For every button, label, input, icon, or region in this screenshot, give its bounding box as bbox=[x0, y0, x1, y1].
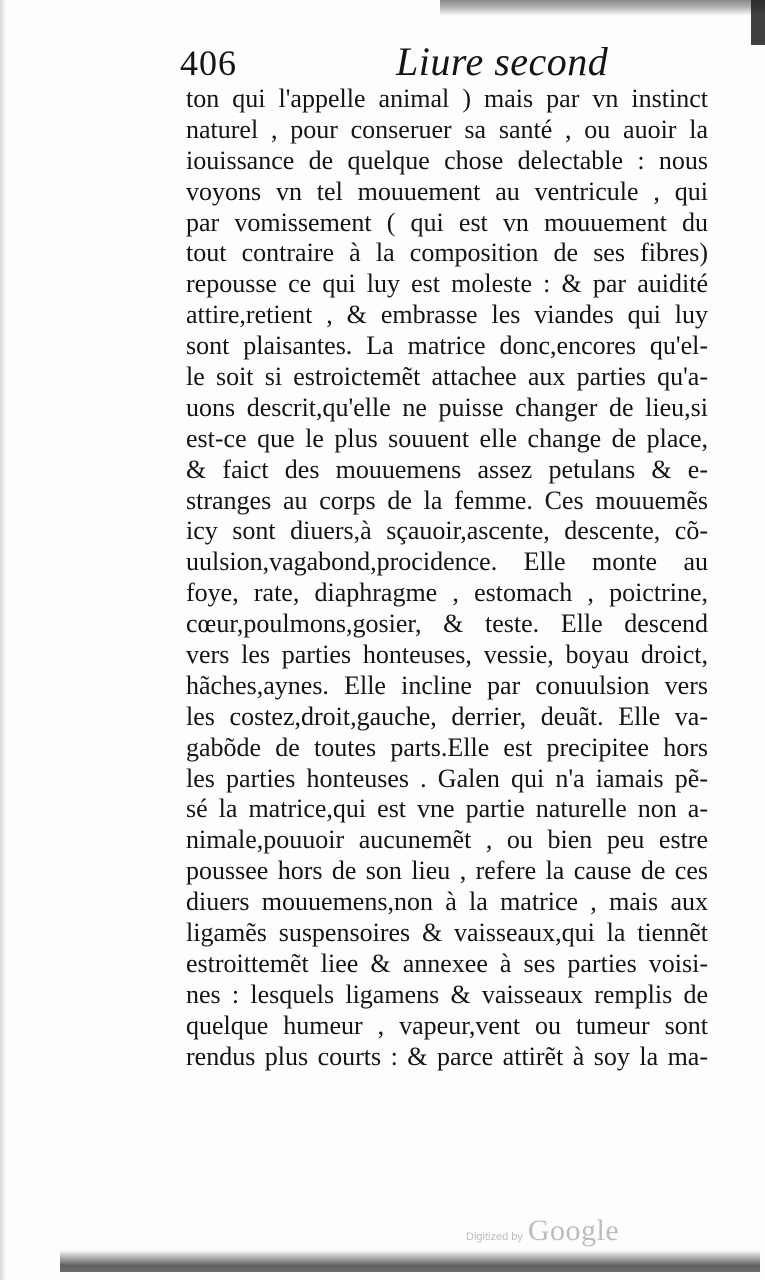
text-line: nimale,pouuoir aucunemẽt , ou bien peu estre bbox=[186, 825, 708, 855]
text-line: par vomissement ( qui est vn mouuement du bbox=[186, 207, 708, 237]
text-line: estroittemẽt liee & annexee à ses parties voisi- bbox=[186, 948, 708, 978]
text-line: sont plaisantes. La matrice donc,encores qu'el- bbox=[186, 331, 708, 361]
text-line: voyons vn tel mouuement au ventricule , qui bbox=[186, 176, 708, 206]
text-line: icy sont diuers,à sçauoir,ascente, descente, cõ- bbox=[186, 516, 708, 546]
text-line: cœur,poulmons,gosier, & teste. Elle descend bbox=[186, 609, 708, 639]
text-line: hãches,aynes. Elle incline par conuulsion vers bbox=[186, 670, 708, 700]
text-line: les costez,droit,gauche, derrier, deuãt. Elle va- bbox=[186, 701, 708, 731]
running-title: Liure second bbox=[396, 39, 609, 84]
text-line: tout contraire à la composition de ses fibres) bbox=[186, 238, 708, 268]
text-line: naturel , pour conseruer sa santé , ou auoir la bbox=[186, 114, 708, 144]
text-line: nes : lesquels ligamens & vaisseaux remplis de bbox=[186, 979, 708, 1009]
text-line: iouissance de quelque chose delectable : nous bbox=[186, 145, 708, 175]
scan-top-edge-shadow bbox=[440, 0, 765, 16]
google-logo: Google bbox=[527, 1214, 620, 1247]
text-line: ton qui l'appelle animal ) mais par vn instinct bbox=[186, 84, 708, 113]
text-line: repousse ce qui luy est moleste : & par auidité bbox=[186, 269, 708, 299]
text-line: ligamẽs suspensoires & vaisseaux,qui la tiennẽt bbox=[186, 918, 708, 948]
text-line: quelque humeur , vapeur,vent ou tumeur sont bbox=[186, 1010, 708, 1040]
text-line: diuers mouuemens,non à la matrice , mais aux bbox=[186, 887, 708, 917]
text-line: uons descrit,qu'elle ne puisse changer de lieu,si bbox=[186, 392, 708, 422]
text-line: est-ce que le plus souuent elle change de place, bbox=[186, 423, 708, 453]
scan-right-edge-shadow bbox=[751, 0, 765, 45]
watermark-prefix: Digitized by bbox=[466, 1231, 523, 1243]
text-line: & faict des mouuemens assez petulans & e- bbox=[186, 454, 708, 484]
text-line: vers les parties honteuses, vessie, boyau droict, bbox=[186, 640, 708, 670]
text-line: gabõde de toutes parts.Elle est precipitee hors bbox=[186, 732, 708, 762]
text-line: poussee hors de son lieu , refere la cause de ces bbox=[186, 856, 708, 886]
text-line: sé la matrice,qui est vne partie naturelle non a- bbox=[186, 794, 708, 824]
google-watermark bbox=[466, 1214, 619, 1248]
text-line: stranges au corps de la femme. Ces mouuemẽs bbox=[186, 485, 708, 515]
text-line: les parties honteuses . Galen qui n'a iamais pẽ- bbox=[186, 763, 708, 793]
text-line: le soit si estroictemẽt attachee aux parties qu'a- bbox=[186, 362, 708, 392]
page-number: 406 bbox=[180, 43, 237, 83]
text-line: foye, rate, diaphragme , estomach , poictrine, bbox=[186, 578, 708, 608]
text-line: rendus plus courts : & parce attirẽt à soy la ma- bbox=[186, 1041, 708, 1071]
text-line: attire,retient , & embrasse les viandes qui luy bbox=[186, 300, 708, 330]
page-gutter-shadow bbox=[0, 0, 6, 1280]
scan-bottom-edge-shadow bbox=[60, 1250, 760, 1272]
text-line: uulsion,vagabond,procidence. Elle monte au bbox=[186, 547, 708, 577]
body-text bbox=[186, 84, 708, 1073]
